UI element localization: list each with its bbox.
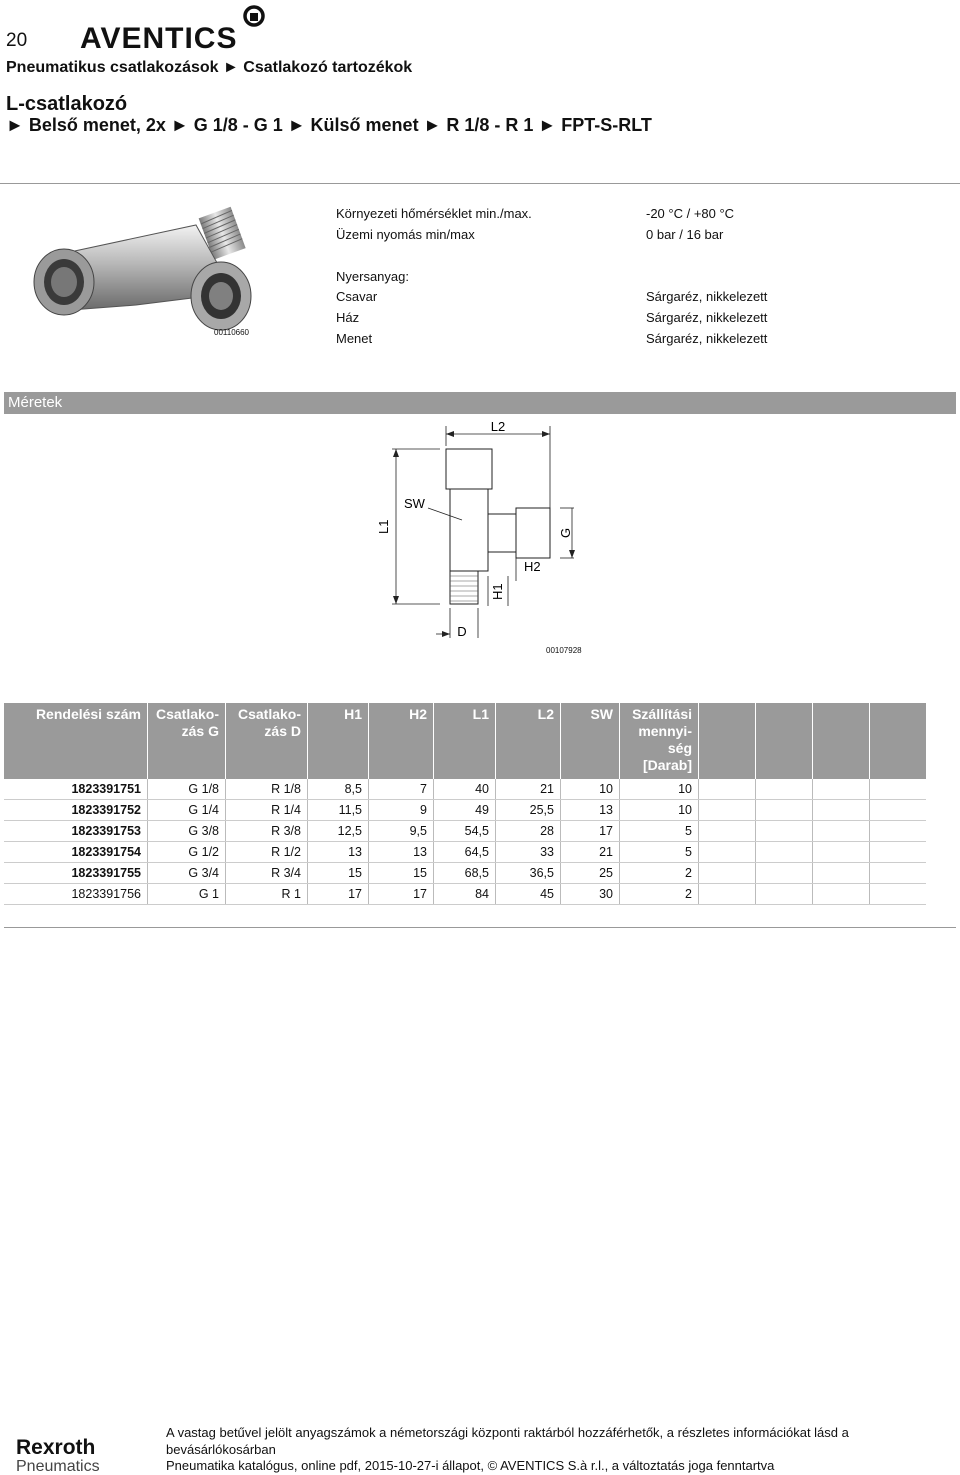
cell: 12,5 — [308, 821, 369, 842]
cell: 13 — [561, 800, 620, 821]
cell: 33 — [496, 842, 561, 863]
cell: 10 — [620, 800, 699, 821]
dim-label-sw: SW — [404, 496, 425, 511]
footer-catalog-line: Pneumatika katalógus, online pdf, 2015-10-27-i állapot, © AVENTICS S.à r.l., a változtatás joga fenntartva — [166, 1458, 775, 1473]
photo-code: 00110660 — [214, 328, 249, 337]
cell: 5 — [620, 842, 699, 863]
cell: 21 — [561, 842, 620, 863]
cell: R 1 — [226, 884, 308, 905]
col-header-h2: H2 — [369, 703, 434, 779]
cell-order-number: 1823391755 — [4, 863, 148, 884]
cell: 84 — [434, 884, 496, 905]
cell: 2 — [620, 884, 699, 905]
cell-empty — [756, 821, 813, 842]
cell-empty — [870, 800, 927, 821]
cell: 21 — [496, 779, 561, 800]
cell-empty — [699, 842, 756, 863]
spec-label-housing: Ház — [336, 310, 360, 325]
spec-label-material: Nyersanyag: — [336, 269, 409, 284]
dimension-drawing — [370, 416, 600, 651]
footer-brand: Rexroth — [16, 1436, 96, 1459]
col-header-empty — [870, 703, 927, 779]
cell: 36,5 — [496, 863, 561, 884]
page-number: 20 — [6, 30, 28, 51]
cell-empty — [870, 821, 927, 842]
cell: 8,5 — [308, 779, 369, 800]
cell: 28 — [496, 821, 561, 842]
table-row — [4, 884, 926, 905]
dim-label-h2: H2 — [524, 559, 541, 574]
cell-empty — [870, 842, 927, 863]
cell-empty — [813, 821, 870, 842]
cell: 5 — [620, 821, 699, 842]
cell: 17 — [369, 884, 434, 905]
col-header-empty — [756, 703, 813, 779]
col-header-quantity: Szállítási mennyi- ség [Darab] — [620, 703, 699, 779]
spec-value-temperature: -20 °C / +80 °C — [646, 206, 735, 221]
cell: R 3/4 — [226, 863, 308, 884]
cell: 9,5 — [369, 821, 434, 842]
breadcrumb: Pneumatikus csatlakozások ► Csatlakozó tartozékok — [6, 59, 413, 76]
cell: 10 — [561, 779, 620, 800]
cell: G 1/4 — [148, 800, 226, 821]
col-header-l1: L1 — [434, 703, 496, 779]
cell: 30 — [561, 884, 620, 905]
order-table — [4, 703, 926, 905]
cell: G 1 — [148, 884, 226, 905]
table-row — [4, 821, 926, 842]
cell-empty — [756, 779, 813, 800]
cell: 7 — [369, 779, 434, 800]
table-bottom-divider — [4, 927, 956, 928]
cell: 64,5 — [434, 842, 496, 863]
cell: 68,5 — [434, 863, 496, 884]
cell-empty — [813, 863, 870, 884]
dim-label-l1: L1 — [376, 519, 391, 534]
cell-order-number: 1823391756 — [4, 884, 148, 905]
dim-label-g: G — [558, 527, 573, 538]
col-header-sw: SW — [561, 703, 620, 779]
cell-empty — [813, 800, 870, 821]
cell: 25,5 — [496, 800, 561, 821]
cell-empty — [756, 800, 813, 821]
cell: 17 — [308, 884, 369, 905]
spec-label-pressure: Üzemi nyomás min/max — [336, 227, 475, 242]
cell-empty — [870, 863, 927, 884]
table-header-row — [4, 703, 926, 779]
cell: G 1/2 — [148, 842, 226, 863]
svg-text:AVENTICS: AVENTICS — [80, 22, 238, 52]
cell-empty — [699, 821, 756, 842]
cell: 13 — [308, 842, 369, 863]
spec-label-temperature: Környezeti hőmérséklet min./max. — [336, 206, 532, 221]
cell: G 3/8 — [148, 821, 226, 842]
cell: R 1/8 — [226, 779, 308, 800]
dim-label-d: D — [457, 624, 467, 639]
cell: R 3/8 — [226, 821, 308, 842]
cell: 25 — [561, 863, 620, 884]
product-title: L-csatlakozó — [6, 93, 128, 115]
spec-label-thread: Menet — [336, 331, 373, 346]
cell: G 3/4 — [148, 863, 226, 884]
cell: G 1/8 — [148, 779, 226, 800]
table-row — [4, 842, 926, 863]
col-header-h1: H1 — [308, 703, 369, 779]
spec-value-screw: Sárgaréz, nikkelezett — [646, 289, 768, 304]
cell: 2 — [620, 863, 699, 884]
cell-empty — [813, 779, 870, 800]
spec-value-housing: Sárgaréz, nikkelezett — [646, 310, 768, 325]
cell-empty — [870, 884, 927, 905]
cell-empty — [813, 884, 870, 905]
rexroth-logo — [16, 1437, 100, 1475]
col-header-l2: L2 — [496, 703, 561, 779]
col-header-connection-g: Csatlako- zás G — [148, 703, 226, 779]
col-header-empty — [699, 703, 756, 779]
cell-order-number: 1823391751 — [4, 779, 148, 800]
cell: 13 — [369, 842, 434, 863]
cell: 17 — [561, 821, 620, 842]
header-divider — [0, 183, 960, 184]
col-header-connection-d: Csatlako- zás D — [226, 703, 308, 779]
aventics-logo — [80, 4, 270, 57]
cell: 15 — [308, 863, 369, 884]
cell-empty — [813, 842, 870, 863]
cell-empty — [756, 884, 813, 905]
cell: 54,5 — [434, 821, 496, 842]
footer-note: A vastag betűvel jelölt anyagszámok a németországi központi raktárból hozzáférhetők, a részletes információkat lásd a bevásárlókosárban — [166, 1425, 849, 1457]
cell-order-number: 1823391753 — [4, 821, 148, 842]
cell-empty — [699, 884, 756, 905]
table-row — [4, 779, 926, 800]
cell-empty — [699, 800, 756, 821]
cell: 40 — [434, 779, 496, 800]
cell-order-number: 1823391754 — [4, 842, 148, 863]
drawing-code: 00107928 — [546, 646, 582, 655]
cell: 15 — [369, 863, 434, 884]
cell: 49 — [434, 800, 496, 821]
table-row — [4, 863, 926, 884]
col-header-empty — [813, 703, 870, 779]
cell-empty — [699, 779, 756, 800]
footer-brand-sub: Pneumatics — [16, 1458, 100, 1475]
cell-empty — [756, 842, 813, 863]
spec-value-pressure: 0 bar / 16 bar — [646, 227, 724, 242]
cell-empty — [699, 863, 756, 884]
spec-label-screw: Csavar — [336, 289, 378, 304]
cell: 11,5 — [308, 800, 369, 821]
dim-label-l2: L2 — [490, 419, 506, 434]
cell: R 1/2 — [226, 842, 308, 863]
cell: 10 — [620, 779, 699, 800]
spec-value-thread: Sárgaréz, nikkelezett — [646, 331, 768, 346]
cell: R 1/4 — [226, 800, 308, 821]
product-subtitle: ► Belső menet, 2x ► G 1/8 - G 1 ► Külső menet ► R 1/8 - R 1 ► FPT-S-RLT — [6, 115, 652, 135]
cell: 9 — [369, 800, 434, 821]
table-row — [4, 800, 926, 821]
col-header-order-number: Rendelési szám — [4, 703, 148, 779]
cell: 45 — [496, 884, 561, 905]
section-title-dimensions: Méretek — [4, 392, 956, 414]
dim-label-h1: H1 — [490, 583, 505, 600]
cell-empty — [756, 863, 813, 884]
cell-order-number: 1823391752 — [4, 800, 148, 821]
cell-empty — [870, 779, 927, 800]
